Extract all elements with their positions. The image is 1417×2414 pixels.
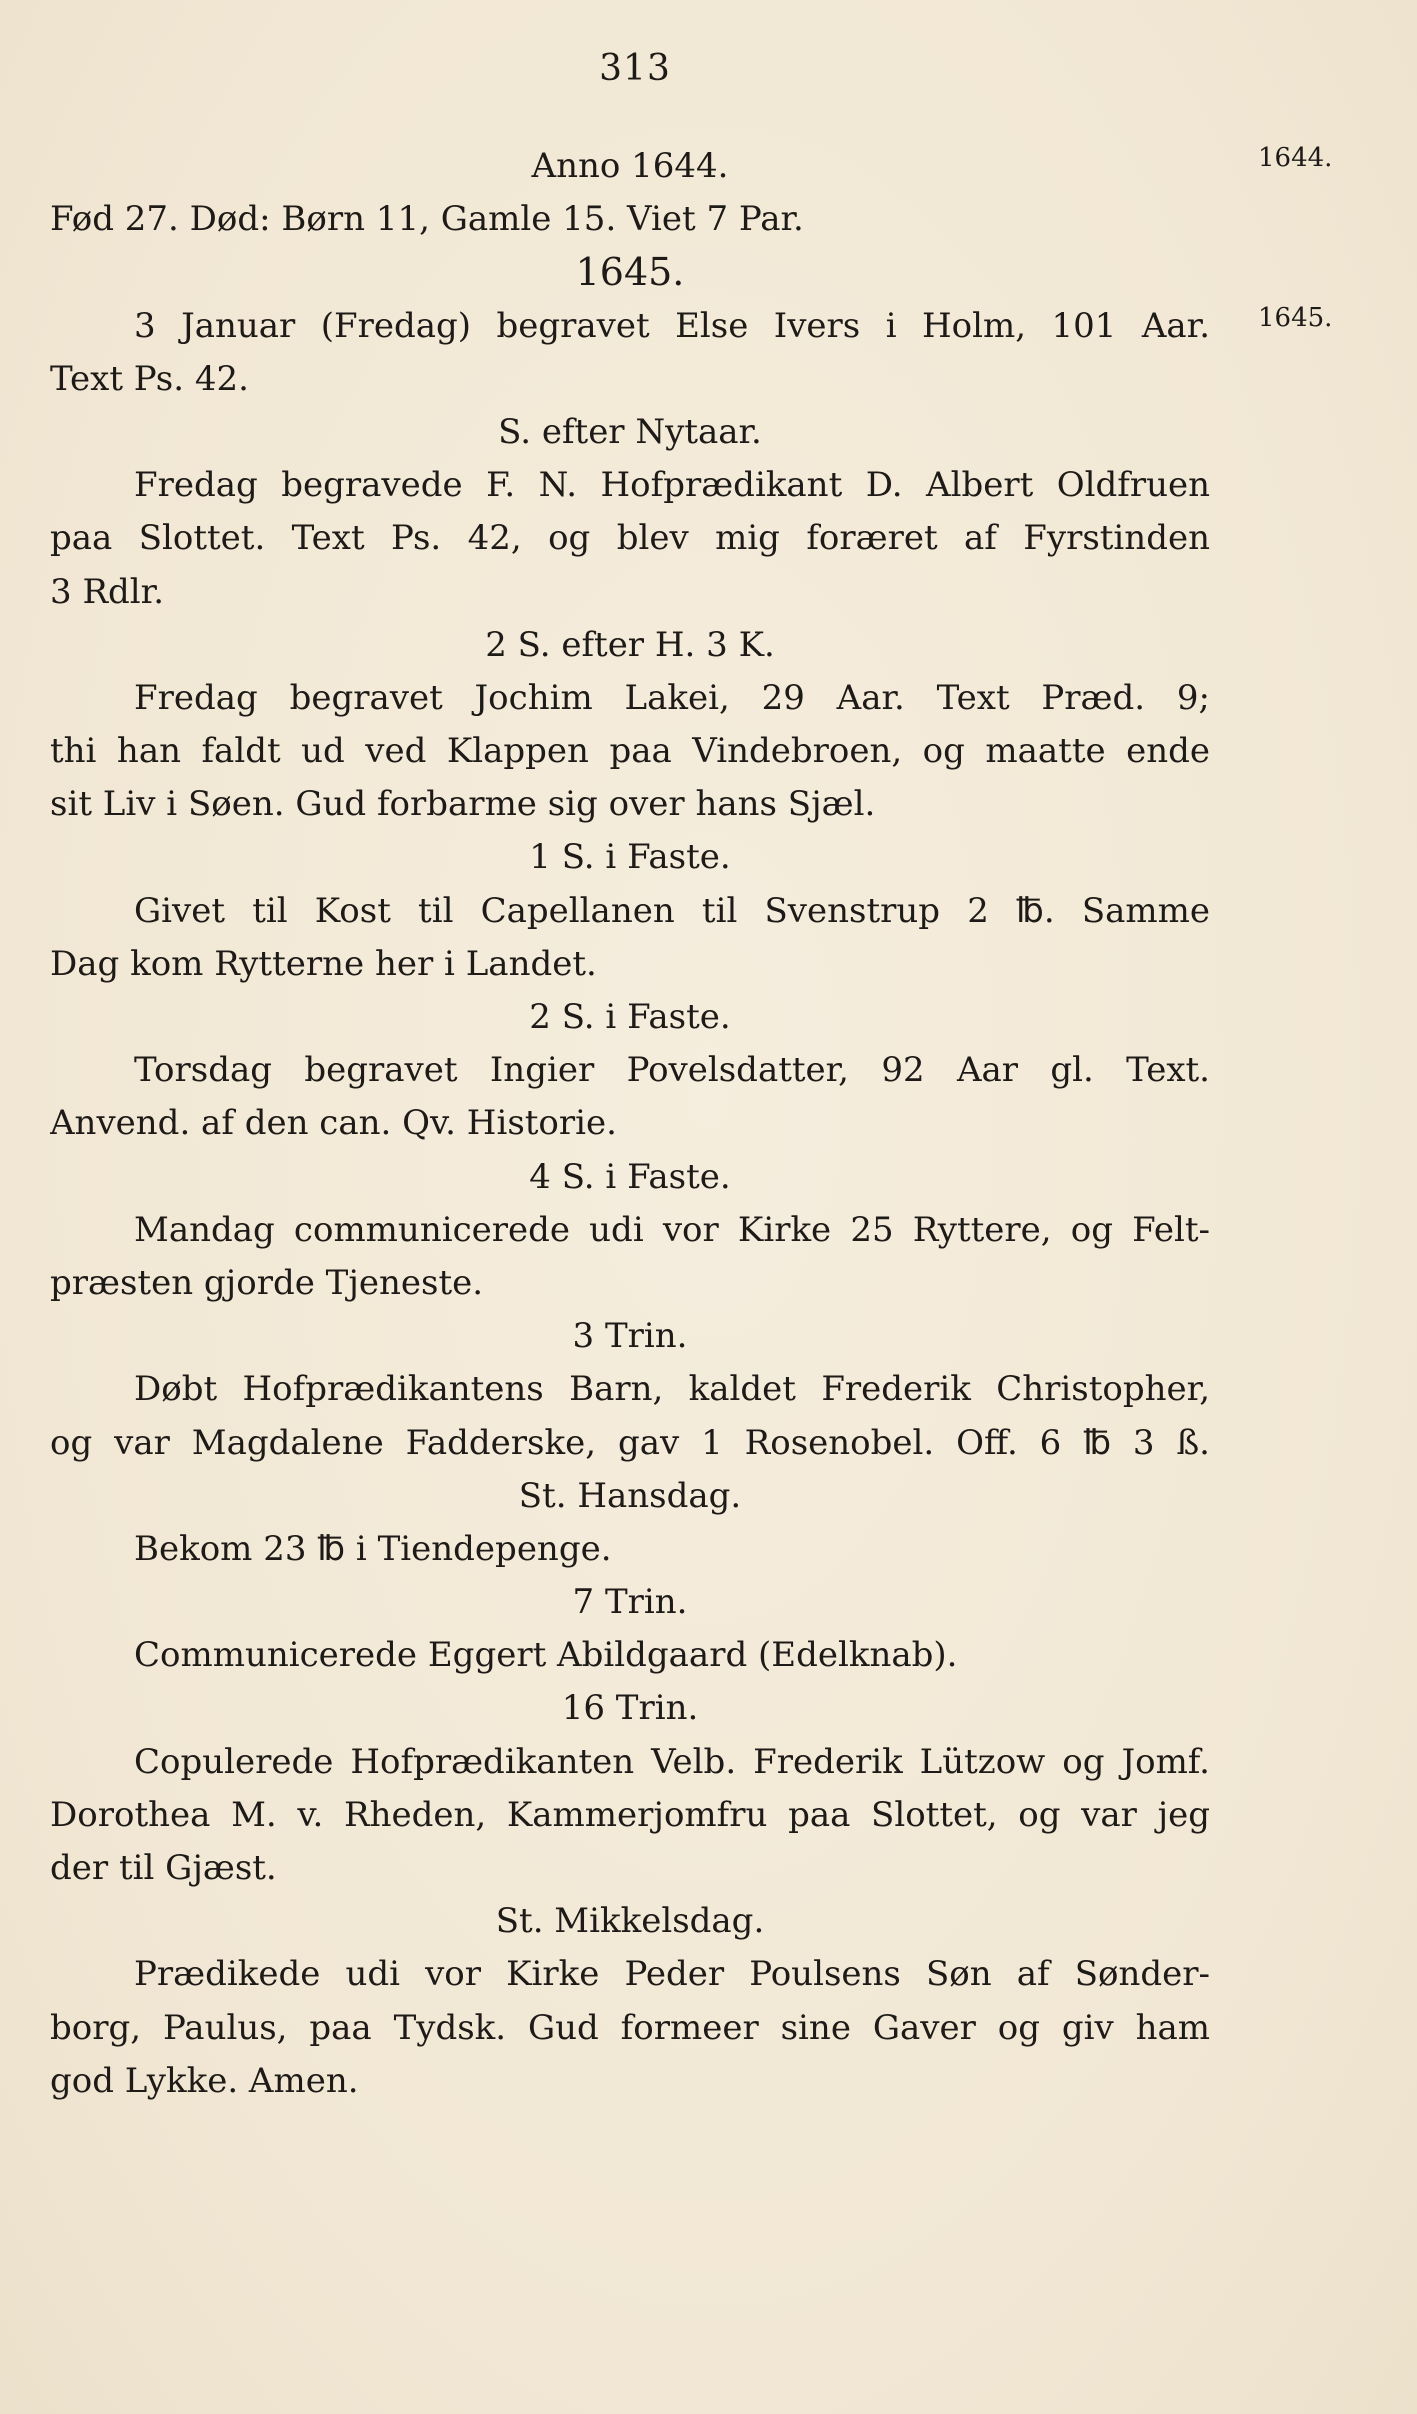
text-line: Text Ps. 42. <box>50 358 249 399</box>
section-heading: 3 Trin. <box>572 1316 688 1357</box>
text-line: Fød 27. Død: Børn 11, Gamle 15. Viet 7 Par. <box>50 199 804 240</box>
text-line: paa Slottet. Text Ps. 42, og blev mig foræret af Fyrstinden <box>50 518 1210 559</box>
text-line: Prædikede udi vor Kirke Peder Poulsens Søn af Sønder- <box>134 1954 1210 1995</box>
text-line: 3 Rdlr. <box>50 571 165 612</box>
text-line: Dag kom Rytterne her i Landet. <box>50 943 597 984</box>
text-line: Fredag begravet Jochim Lakei, 29 Aar. Text Præd. 9; <box>134 677 1210 718</box>
text-line: sit Liv i Søen. Gud forbarme sig over hans Sjæl. <box>50 784 876 825</box>
text-line: præsten gjorde Tjeneste. <box>50 1262 484 1303</box>
text-line: Dorothea M. v. Rheden, Kammerjomfru paa Slottet, og var jeg <box>50 1794 1210 1835</box>
text-line: Fredag begravede F. N. Hofprædikant D. Albert Oldfruen <box>134 465 1210 506</box>
section-heading: 2 S. i Faste. <box>529 997 731 1037</box>
text-line: Anvend. af den can. Qv. Historie. <box>50 1103 617 1144</box>
text-line: Copulerede Hofprædikanten Velb. Frederik Lützow og Jomf. <box>134 1741 1210 1782</box>
text-line: og var Magdalene Fadderske, gav 1 Rosenobel. Off. 6 ℔ 3 ß. <box>50 1422 1210 1463</box>
text-line: Døbt Hofprædikantens Barn, kaldet Frederik Christopher, <box>134 1369 1210 1410</box>
section-heading: St. Hansdag. <box>518 1475 742 1516</box>
margin-year-1645: 1645. <box>1258 303 1333 333</box>
text-line: Bekom 23 ℔ i Tiendepenge. <box>134 1528 612 1569</box>
anno-heading: Anno 1644. <box>531 146 729 186</box>
text-line: 3 Januar (Fredag) begravet Else Ivers i Holm, 101 Aar. <box>134 305 1210 346</box>
section-heading: 2 S. efter H. 3 K. <box>485 624 775 665</box>
text-line: god Lykke. Amen. <box>50 2060 359 2101</box>
section-heading: S. efter Nytaar. <box>498 411 762 452</box>
text-line: der til Gjæst. <box>50 1848 277 1888</box>
section-heading: 16 Trin. <box>561 1688 699 1729</box>
text-line: Mandag communicerede udi vor Kirke 25 Ryttere, og Felt- <box>134 1209 1210 1250</box>
page-body <box>50 140 1210 2108</box>
margin-year-1644: 1644. <box>1258 143 1333 173</box>
text-line: borg, Paulus, paa Tydsk. Gud formeer sine Gaver og giv ham <box>50 2007 1210 2048</box>
year-heading: 1645. <box>575 250 685 295</box>
text-line: Communicerede Eggert Abildgaard (Edelknab). <box>134 1635 958 1676</box>
text-line: Givet til Kost til Capellanen til Svenstrup 2 ℔. Samme <box>134 890 1210 931</box>
section-heading: 7 Trin. <box>572 1582 688 1623</box>
page-number: 313 <box>599 48 671 89</box>
text-line: thi han faldt ud ved Klappen paa Vindebroen, og maatte ende <box>50 731 1210 772</box>
section-heading: 4 S. i Faste. <box>529 1156 731 1197</box>
section-heading: 1 S. i Faste. <box>529 837 731 878</box>
section-heading: St. Mikkelsdag. <box>495 1901 765 1942</box>
text-line: Torsdag begravet Ingier Povelsdatter, 92 Aar gl. Text. <box>134 1050 1210 1091</box>
